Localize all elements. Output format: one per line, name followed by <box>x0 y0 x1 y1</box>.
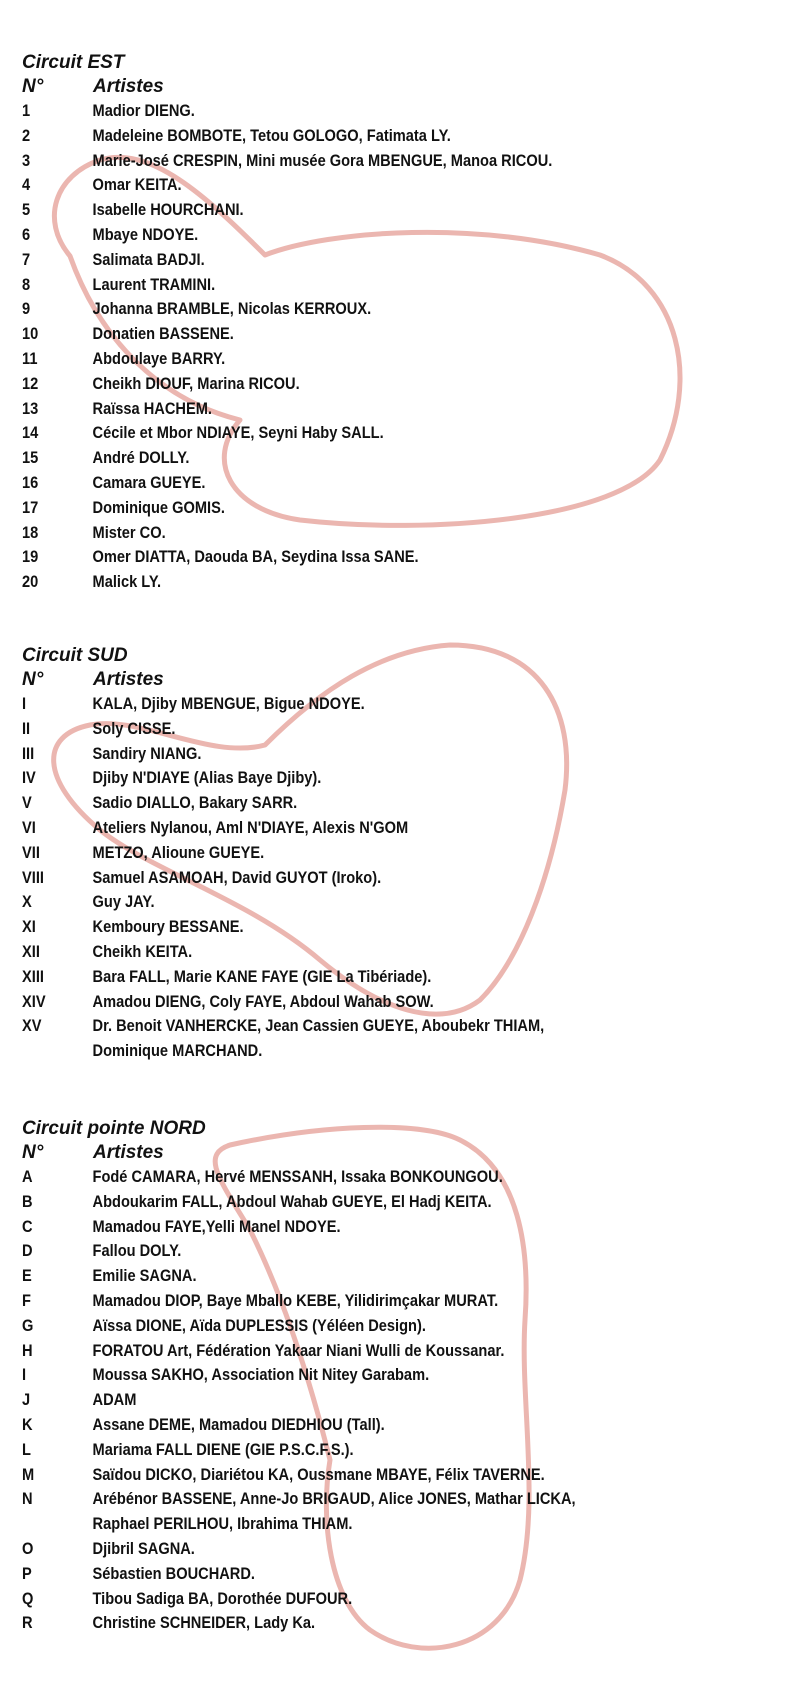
entry-number: 1 <box>22 101 31 120</box>
list-item <box>22 446 779 471</box>
entry-artists <box>93 173 779 198</box>
list-item <box>22 397 779 422</box>
artist-names-line: Mister CO. <box>92 522 166 542</box>
entry-number: 7 <box>22 249 31 269</box>
list-item <box>22 99 779 124</box>
list-item <box>22 124 779 149</box>
artist-names-line: Soly CISSE. <box>92 718 176 738</box>
list-item <box>22 273 779 298</box>
list-item <box>22 1463 779 1488</box>
list-item <box>22 1562 779 1587</box>
entry-artists <box>93 1587 779 1612</box>
list-item <box>22 791 779 816</box>
list-item <box>22 198 779 223</box>
artist-names-line: Kemboury BESSANE. <box>92 917 244 937</box>
entry-number: 6 <box>22 224 31 244</box>
artist-names-line: Madeleine BOMBOTE, Tetou GOLOGO, Fatimata LY. <box>92 125 451 145</box>
entry-number: 13 <box>22 398 39 418</box>
entry-artists <box>93 248 779 273</box>
artist-names-line: Mamadou DIOP, Baye Mballo KEBE, Yilidirimçakar MURAT. <box>92 1290 499 1310</box>
artist-names-line: Arébénor BASSENE, Anne-Jo BRIGAUD, Alice JONES, Mathar LICKA, <box>92 1489 576 1509</box>
entry-artists <box>93 1463 779 1488</box>
entry-number: IV <box>22 768 36 788</box>
entry-number: P <box>22 1563 32 1583</box>
entry-number: 3 <box>22 150 31 170</box>
artist-names-line: Djibril SAGNA. <box>92 1538 195 1558</box>
list-item <box>22 521 779 546</box>
entry-artists <box>93 965 779 990</box>
entry-number: III <box>22 743 35 763</box>
entry-number: 12 <box>22 373 39 393</box>
list-item <box>22 1314 779 1339</box>
entry-artists <box>93 692 779 717</box>
section-title: Circuit EST <box>22 52 125 73</box>
artist-names-line: Tibou Sadiga BA, Dorothée DUFOUR. <box>92 1588 353 1608</box>
entry-artists <box>93 1363 779 1388</box>
entry-artists <box>93 570 779 595</box>
entry-artists <box>93 1314 779 1339</box>
list-item <box>22 223 779 248</box>
entry-artists <box>93 1413 779 1438</box>
entry-artists <box>93 1339 779 1364</box>
entry-number: II <box>22 718 31 738</box>
entry-number: VI <box>22 817 36 837</box>
list-item <box>22 1487 779 1537</box>
list-item <box>22 742 779 767</box>
entry-number: 11 <box>22 348 38 368</box>
column-header-row <box>22 1141 782 1165</box>
artist-names-line: Salimata BADJI. <box>92 249 205 269</box>
entry-artists <box>93 742 779 767</box>
artist-names-line: ADAM <box>92 1390 137 1410</box>
artist-names-line: Dominique MARCHAND. <box>92 1041 263 1061</box>
entry-artists <box>93 940 779 965</box>
section-circuit-nord <box>22 1117 782 1636</box>
entry-artists <box>93 866 779 891</box>
entry-number: F <box>22 1290 31 1310</box>
entry-number: 8 <box>22 274 31 294</box>
entry-number: XIII <box>22 966 44 986</box>
list-item <box>22 545 779 570</box>
artist-names-line: Ateliers Nylanou, Aml N'DIAYE, Alexis N'GOM <box>92 817 409 837</box>
entry-artists <box>93 766 779 791</box>
entry-number: XII <box>22 941 40 961</box>
entry-artists <box>93 1562 779 1587</box>
entry-list <box>22 692 782 1064</box>
entry-artists <box>93 223 779 248</box>
artist-names-line: Cheikh DIOUF, Marina RICOU. <box>92 373 300 393</box>
list-item <box>22 866 779 891</box>
entry-number: H <box>22 1340 33 1360</box>
entry-artists <box>93 1239 779 1264</box>
list-item <box>22 496 779 521</box>
entry-artists <box>93 273 779 298</box>
entry-number: XI <box>22 917 36 937</box>
entry-number: VIII <box>22 867 44 887</box>
artist-names-line: Marie-José CRESPIN, Mini musée Gora MBENGUE, Manoa RICOU. <box>92 150 553 170</box>
column-header-number: N° <box>22 669 44 690</box>
list-item <box>22 1587 779 1612</box>
artist-names-line: Sébastien BOUCHARD. <box>92 1563 255 1583</box>
entry-artists <box>93 1190 779 1215</box>
artist-names-line: Aïssa DIONE, Aïda DUPLESSIS (Yéléen Design). <box>92 1315 426 1335</box>
list-item <box>22 248 779 273</box>
entry-artists <box>93 397 779 422</box>
entry-artists <box>93 791 779 816</box>
entry-number: Q <box>22 1588 34 1608</box>
list-item <box>22 421 779 446</box>
entry-artists <box>93 841 779 866</box>
entry-number: C <box>22 1216 33 1236</box>
column-header-artists: Artistes <box>93 669 164 690</box>
list-item <box>22 149 779 174</box>
entry-number: M <box>22 1464 35 1484</box>
artist-names-line: Emilie SAGNA. <box>92 1266 197 1286</box>
list-item <box>22 841 779 866</box>
artist-names-line: Assane DEME, Mamadou DIEDHIOU (Tall). <box>92 1414 385 1434</box>
artist-names-line: Dominique GOMIS. <box>92 497 225 517</box>
entry-number: B <box>22 1191 33 1211</box>
entry-number: VII <box>22 842 40 862</box>
artist-names-line: Omer DIATTA, Daouda BA, Seydina Issa SANE. <box>92 547 419 567</box>
entry-number: G <box>22 1315 34 1335</box>
section-circuit-sud <box>22 644 782 1064</box>
entry-list <box>22 99 782 595</box>
entry-number: 17 <box>22 497 39 517</box>
entry-artists <box>93 1438 779 1463</box>
artist-names-line: Madior DIENG. <box>92 101 195 120</box>
list-item <box>22 1339 779 1364</box>
list-item <box>22 347 779 372</box>
entry-artists <box>93 421 779 446</box>
entry-number: 14 <box>22 423 39 443</box>
entry-number: D <box>22 1241 33 1261</box>
entry-artists <box>93 545 779 570</box>
list-item <box>22 1190 779 1215</box>
entry-number: XV <box>22 1016 42 1036</box>
list-item <box>22 372 779 397</box>
column-header-row <box>22 668 782 692</box>
list-item <box>22 915 779 940</box>
entry-artists <box>93 717 779 742</box>
section-circuit-est <box>22 51 782 595</box>
entry-number: 2 <box>22 125 31 145</box>
artist-names-line: Amadou DIENG, Coly FAYE, Abdoul Wahab SOW. <box>92 991 434 1011</box>
list-item <box>22 766 779 791</box>
entry-artists <box>93 471 779 496</box>
entry-number: O <box>22 1538 34 1558</box>
list-item <box>22 322 779 347</box>
entry-number: L <box>22 1439 31 1459</box>
entry-artists <box>93 297 779 322</box>
list-item <box>22 1413 779 1438</box>
artist-names-line: André DOLLY. <box>92 448 190 468</box>
artist-names-line: Johanna BRAMBLE, Nicolas KERROUX. <box>92 299 372 319</box>
list-item <box>22 717 779 742</box>
artist-names-line: Djiby N'DIAYE (Alias Baye Djiby). <box>92 768 322 788</box>
section-title: Circuit pointe NORD <box>22 1118 206 1139</box>
entry-artists <box>93 1487 779 1537</box>
entry-artists <box>93 521 779 546</box>
artist-names-line: Malick LY. <box>92 572 162 592</box>
list-item <box>22 471 779 496</box>
entry-number: 9 <box>22 299 31 319</box>
entry-number: 19 <box>22 547 39 567</box>
artist-names-line: Saïdou DICKO, Diariétou KA, Oussmane MBAYE, Félix TAVERNE. <box>92 1464 545 1484</box>
entry-artists <box>93 496 779 521</box>
entry-artists <box>93 1289 779 1314</box>
entry-artists <box>93 198 779 223</box>
list-item <box>22 1264 779 1289</box>
artist-names-line: Camara GUEYE. <box>92 472 206 492</box>
artist-names-line: Raïssa HACHEM. <box>92 398 212 418</box>
entry-artists <box>93 990 779 1015</box>
artist-names-line: Omar KEITA. <box>92 175 182 195</box>
entry-number: E <box>22 1266 32 1286</box>
entry-artists <box>93 890 779 915</box>
artist-names-line: Abdoukarim FALL, Abdoul Wahab GUEYE, El Hadj KEITA. <box>92 1191 492 1211</box>
entry-list <box>22 1165 782 1636</box>
entry-number: 15 <box>22 448 39 468</box>
list-item <box>22 173 779 198</box>
artist-names-line: Mamadou FAYE,Yelli Manel NDOYE. <box>92 1216 341 1236</box>
list-item <box>22 1363 779 1388</box>
entry-number: V <box>22 793 32 813</box>
entry-artists <box>93 124 779 149</box>
list-item <box>22 1611 779 1636</box>
list-item <box>22 965 779 990</box>
artist-names-line: Isabelle HOURCHANI. <box>92 200 244 220</box>
list-item <box>22 990 779 1015</box>
artist-names-line: Christine SCHNEIDER, Lady Ka. <box>92 1613 316 1633</box>
entry-artists <box>93 816 779 841</box>
list-item <box>22 816 779 841</box>
artist-names-line: FORATOU Art, Fédération Yakaar Niani Wulli de Koussanar. <box>92 1340 505 1360</box>
entry-number: R <box>22 1613 33 1633</box>
list-item <box>22 1537 779 1562</box>
entry-number: X <box>22 892 32 912</box>
entry-artists <box>93 1014 779 1064</box>
artist-names-line: Dr. Benoit VANHERCKE, Jean Cassien GUEYE, Aboubekr THIAM, <box>92 1016 545 1036</box>
entry-artists <box>93 1537 779 1562</box>
entry-number: 4 <box>22 175 31 195</box>
list-item <box>22 1438 779 1463</box>
entry-number: J <box>22 1390 31 1410</box>
artist-names-line: Guy JAY. <box>92 892 155 912</box>
list-item <box>22 297 779 322</box>
artist-names-line: Cécile et Mbor NDIAYE, Seyni Haby SALL. <box>92 423 384 443</box>
entry-artists <box>93 1611 779 1636</box>
artist-names-line: Fallou DOLY. <box>92 1241 182 1261</box>
list-item <box>22 570 779 595</box>
entry-number: 20 <box>22 572 39 592</box>
artist-names-line: Mbaye NDOYE. <box>92 224 199 244</box>
column-header-artists: Artistes <box>93 76 164 97</box>
artist-names-line: Sandiry NIANG. <box>92 743 202 763</box>
artist-names-line: Laurent TRAMINI. <box>92 274 216 294</box>
list-item <box>22 692 779 717</box>
list-item <box>22 1239 779 1264</box>
artist-names-line: Donatien BASSENE. <box>92 324 234 344</box>
entry-number: N <box>22 1489 33 1509</box>
entry-artists <box>93 99 779 124</box>
list-item <box>22 1014 779 1064</box>
entry-number: XIV <box>22 991 46 1011</box>
artist-names-line: Moussa SAKHO, Association Nit Nitey Garabam. <box>92 1365 430 1385</box>
artist-names-line: KALA, Djiby MBENGUE, Bigue NDOYE. <box>92 694 365 713</box>
list-item <box>22 940 779 965</box>
entry-artists <box>93 149 779 174</box>
artist-names-line: Bara FALL, Marie KANE FAYE (GIE La Tibériade). <box>92 966 432 986</box>
entry-artists <box>93 1165 779 1190</box>
entry-number: I <box>22 1365 27 1385</box>
entry-artists <box>93 1264 779 1289</box>
entry-artists <box>93 446 779 471</box>
column-header-row <box>22 75 782 99</box>
artist-names-line: Abdoulaye BARRY. <box>92 348 226 368</box>
entry-artists <box>93 1388 779 1413</box>
entry-artists <box>93 322 779 347</box>
column-header-number: N° <box>22 1142 44 1163</box>
entry-number: 18 <box>22 522 39 542</box>
column-header-number: N° <box>22 76 44 97</box>
entry-number: 16 <box>22 472 39 492</box>
column-header-artists: Artistes <box>93 1142 164 1163</box>
entry-artists <box>93 1215 779 1240</box>
entry-number: K <box>22 1414 33 1434</box>
artist-names-line: METZO, Alioune GUEYE. <box>92 842 265 862</box>
artist-names-line: Cheikh KEITA. <box>92 941 193 961</box>
list-item <box>22 1215 779 1240</box>
entry-number: I <box>22 694 27 713</box>
entry-number: 10 <box>22 324 39 344</box>
artist-names-line: Sadio DIALLO, Bakary SARR. <box>92 793 298 813</box>
entry-number: 5 <box>22 200 31 220</box>
entry-artists <box>93 372 779 397</box>
list-item <box>22 890 779 915</box>
list-item <box>22 1289 779 1314</box>
entry-artists <box>93 347 779 372</box>
list-item <box>22 1388 779 1413</box>
artist-names-line: Fodé CAMARA, Hervé MENSSANH, Issaka BONKOUNGOU. <box>92 1167 503 1186</box>
section-title: Circuit SUD <box>22 645 128 666</box>
artist-names-line: Raphael PERILHOU, Ibrahima THIAM. <box>92 1514 353 1534</box>
entry-number: A <box>22 1167 33 1186</box>
artist-names-line: Mariama FALL DIENE (GIE P.S.C.F.S.). <box>92 1439 354 1459</box>
list-item <box>22 1165 779 1190</box>
entry-artists <box>93 915 779 940</box>
artist-names-line: Samuel ASAMOAH, David GUYOT (Iroko). <box>92 867 382 887</box>
